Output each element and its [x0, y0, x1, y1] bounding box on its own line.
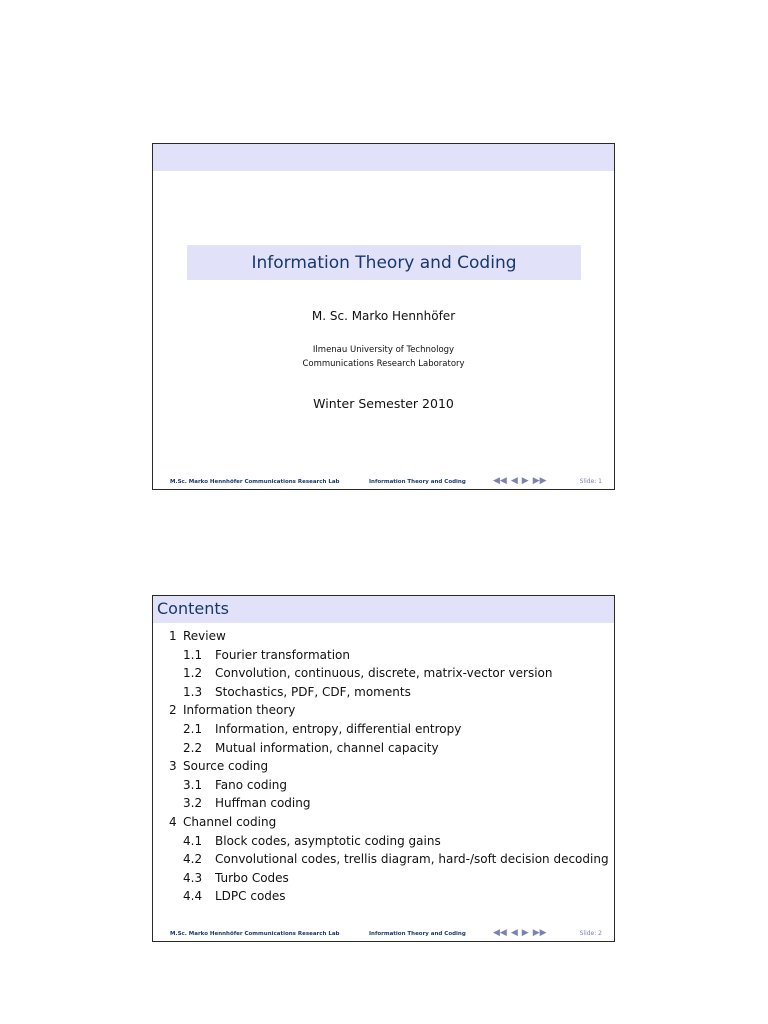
- toc-item-number: 3.2: [183, 796, 203, 811]
- toc-item-text: Information theory: [183, 703, 296, 718]
- toc-item: [153, 627, 614, 646]
- affiliation-lab: Communications Research Laboratory: [302, 359, 465, 369]
- toc-item-text: Review: [183, 629, 226, 643]
- author-name: M. Sc. Marko Hennhöfer: [311, 309, 456, 323]
- toc-item-number: 4: [169, 814, 177, 829]
- toc-item: [153, 701, 614, 720]
- toc-item: [153, 794, 614, 813]
- toc-item-number: 4.3: [183, 870, 203, 885]
- toc-item-number: 2.1: [183, 721, 203, 736]
- toc-item-text: Channel coding: [183, 814, 277, 829]
- toc-item-number: 2: [169, 703, 177, 718]
- last-slide-icon[interactable]: ▶▶: [532, 476, 547, 486]
- header-band: [153, 144, 614, 171]
- toc-item-number: 2.2: [183, 740, 203, 755]
- first-slide-icon[interactable]: ◀◀: [493, 476, 507, 486]
- toc-item-text: Source coding: [183, 759, 269, 774]
- title-box: [187, 245, 581, 280]
- slide-navigation: [493, 476, 547, 486]
- toc-item-text: Block codes, asymptotic coding gains: [215, 833, 441, 848]
- toc-item-text: LDPC codes: [215, 889, 286, 904]
- slide-number: Slide: 2: [579, 930, 602, 937]
- toc-item: [153, 646, 614, 665]
- slide-footer: [153, 927, 614, 941]
- toc-item-text: Mutual information, channel capacity: [215, 740, 439, 755]
- contents-slide: [152, 595, 615, 942]
- toc-item-number: 1.2: [183, 666, 203, 681]
- footer-author: M.Sc. Marko Hennhöfer Communications Research Lab: [170, 479, 340, 485]
- affiliation-university: Ilmenau University of Technology: [312, 345, 455, 355]
- toc-item-number: 3: [169, 759, 177, 774]
- toc-item-number: 4.4: [183, 889, 203, 904]
- toc-item-text: Convolutional codes, trellis diagram, hard-/soft decision decoding: [215, 852, 609, 867]
- slide-navigation: [493, 928, 547, 938]
- footer-title: Information Theory and Coding: [369, 479, 466, 485]
- first-slide-icon[interactable]: ◀◀: [493, 928, 507, 938]
- toc-item: [153, 887, 614, 906]
- toc-item-number: 4.1: [183, 833, 203, 848]
- footer-title: Information Theory and Coding: [369, 931, 466, 937]
- next-slide-icon[interactable]: ▶: [521, 476, 529, 486]
- toc-item-text: Information, entropy, differential entropy: [215, 721, 462, 736]
- toc-item-text: Fano coding: [215, 777, 288, 792]
- toc-item: [153, 813, 614, 832]
- prev-slide-icon[interactable]: ◀: [510, 476, 518, 486]
- toc-item-number: 1.1: [183, 647, 203, 662]
- toc-item-number: 1: [169, 629, 177, 643]
- toc-item: [153, 776, 614, 795]
- toc-item: [153, 739, 614, 758]
- toc-item-number: 3.1: [183, 777, 203, 792]
- toc-item: [153, 683, 614, 702]
- slide-title: Information Theory and Coding: [251, 252, 517, 273]
- toc-item: [153, 832, 614, 851]
- title-slide: [152, 143, 615, 490]
- footer-author: M.Sc. Marko Hennhöfer Communications Research Lab: [170, 931, 340, 937]
- toc-item-number: 1.3: [183, 684, 203, 699]
- toc-item-text: Fourier transformation: [215, 647, 350, 662]
- table-of-contents: [153, 627, 614, 906]
- toc-item: [153, 720, 614, 739]
- toc-item: [153, 850, 614, 869]
- toc-item-text: Convolution, continuous, discrete, matrix-vector version: [215, 666, 553, 681]
- prev-slide-icon[interactable]: ◀: [510, 928, 518, 938]
- toc-item: [153, 757, 614, 776]
- slide-title: Contents: [157, 599, 229, 618]
- toc-item: [153, 869, 614, 888]
- header-band: [153, 596, 614, 623]
- slide-footer: [153, 475, 614, 489]
- toc-item: [153, 664, 614, 683]
- next-slide-icon[interactable]: ▶: [521, 928, 529, 938]
- semester-label: Winter Semester 2010: [313, 396, 454, 411]
- slide-number: Slide: 1: [579, 478, 602, 485]
- toc-item-text: Turbo Codes: [215, 870, 289, 885]
- last-slide-icon[interactable]: ▶▶: [532, 928, 547, 938]
- toc-item-text: Huffman coding: [215, 796, 311, 811]
- toc-item-number: 4.2: [183, 852, 203, 867]
- toc-item-text: Stochastics, PDF, CDF, moments: [215, 684, 411, 699]
